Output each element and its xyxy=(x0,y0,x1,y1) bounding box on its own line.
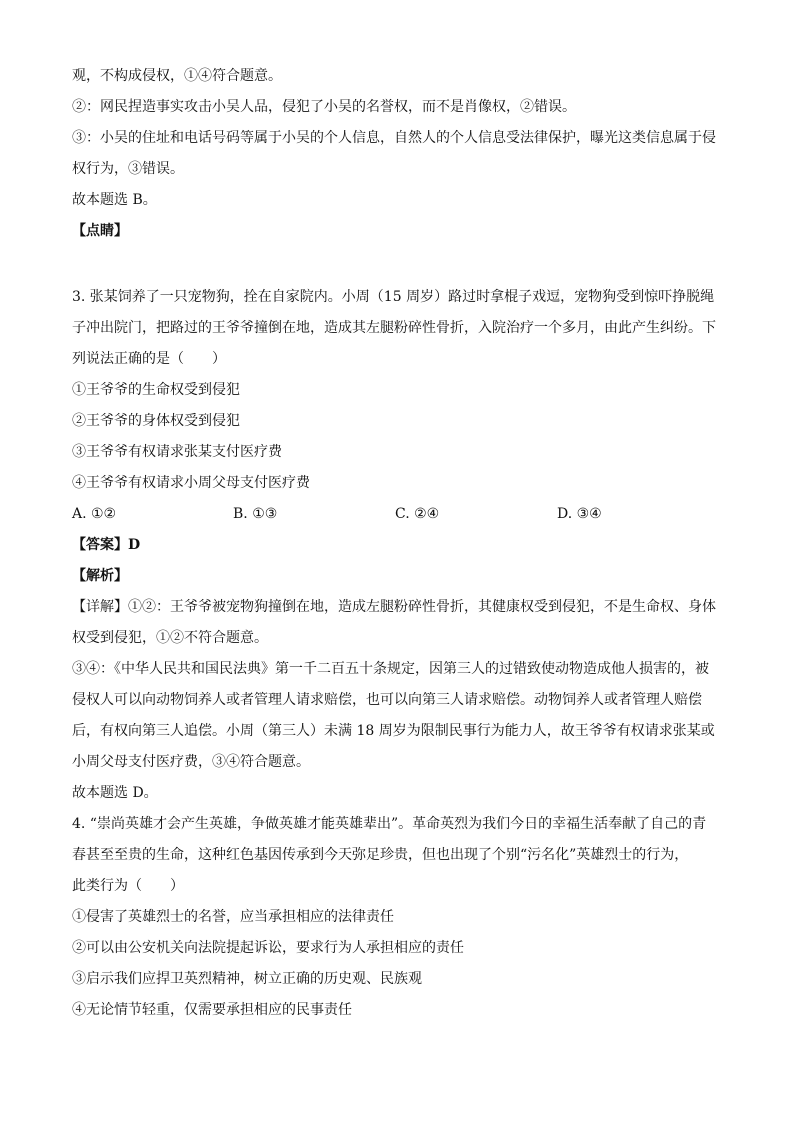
statement-3: ③王爷爷有权请求张某支付医疗费 xyxy=(72,444,282,460)
question-4-stem: 此类行为（ ） xyxy=(72,878,184,894)
statement-4: ④无论情节轻重，仅需要承担相应的民事责任 xyxy=(72,1002,352,1018)
explanation-line: 侵权人可以向动物饲养人或者管理人请求赔偿，也可以向第三人请求赔偿。动物饲养人或者管理人赔偿 xyxy=(72,692,702,708)
statement-2: ②王爷爷的身体权受到侵犯 xyxy=(72,413,240,429)
explanation-line: 后，有权向第三人追偿。小周（第三人）未满 18 周岁为限制民事行为能力人，故王爷爷有权请求张某或 xyxy=(72,723,715,739)
explanation-line: 【详解】①②：王爷爷被宠物狗撞倒在地，造成左腿粉碎性骨折，其健康权受到侵犯，不是生命权、身体 xyxy=(72,599,716,615)
explanation-line: ③④：《中华人民共和国民法典》第一千二百五十条规定，因第三人的过错致使动物造成他人损害的，被 xyxy=(72,661,709,677)
question-3-stem: 3. 张某饲养了一只宠物狗，拴在自家院内。小周（15 周岁）路过时拿棍子戏逗，宠物狗受到惊吓挣脱绳 xyxy=(72,289,715,305)
option-b: B. ①③ xyxy=(233,506,278,522)
option-d: D. ③④ xyxy=(557,506,602,522)
explanation-line: 小周父母支付医疗费，③④符合题意。 xyxy=(72,754,310,770)
analysis-label: 【解析】 xyxy=(72,568,128,584)
statement-2: ②可以由公安机关向法院提起诉讼，要求行为人承担相应的责任 xyxy=(72,940,464,956)
question-3-stem: 列说法正确的是（ ） xyxy=(72,351,226,367)
text-line: 观，不构成侵权，①④符合题意。 xyxy=(72,68,282,84)
explanation-line: 权受到侵犯，①②不符合题意。 xyxy=(72,630,268,646)
question-4-stem: 4. “崇尚英雄才会产生英雄，争做英雄才能英雄辈出”。革命英烈为我们今日的幸福生活奉献了自己的青 xyxy=(72,816,707,832)
answer-label: 【答案】D xyxy=(72,537,141,553)
text-line: ②：网民捏造事实攻击小吴人品，侵犯了小吴的名誉权，而不是肖像权，②错误。 xyxy=(72,99,576,115)
question-4-stem: 春甚至至贵的生命，这种红色基因传承到今天弥足珍贵，但也出现了个别“污名化”英雄烈士的行为， xyxy=(72,847,689,863)
statement-1: ①王爷爷的生命权受到侵犯 xyxy=(72,382,240,398)
text-line: ③：小吴的住址和电话号码等属于小吴的个人信息，自然人的个人信息受法律保护，曝光这类信息属于侵 xyxy=(72,130,716,146)
explanation-line: 故本题选 D。 xyxy=(72,785,158,801)
text-line: 权行为，③错误。 xyxy=(72,161,184,177)
option-c: C. ②④ xyxy=(395,506,440,522)
section-label-dianjing: 【点睛】 xyxy=(72,223,128,239)
question-3-stem: 子冲出院门，把路过的王爷爷撞倒在地，造成其左腿粉碎性骨折，入院治疗一个多月，由此产生纠纷。下 xyxy=(72,320,716,336)
option-a: A. ①② xyxy=(72,506,117,522)
statement-4: ④王爷爷有权请求小周父母支付医疗费 xyxy=(72,475,310,491)
statement-1: ①侵害了英雄烈士的名誉，应当承担相应的法律责任 xyxy=(72,909,394,925)
text-line: 故本题选 B。 xyxy=(72,192,157,208)
statement-3: ③启示我们应捍卫英烈精神，树立正确的历史观、民族观 xyxy=(72,971,422,987)
